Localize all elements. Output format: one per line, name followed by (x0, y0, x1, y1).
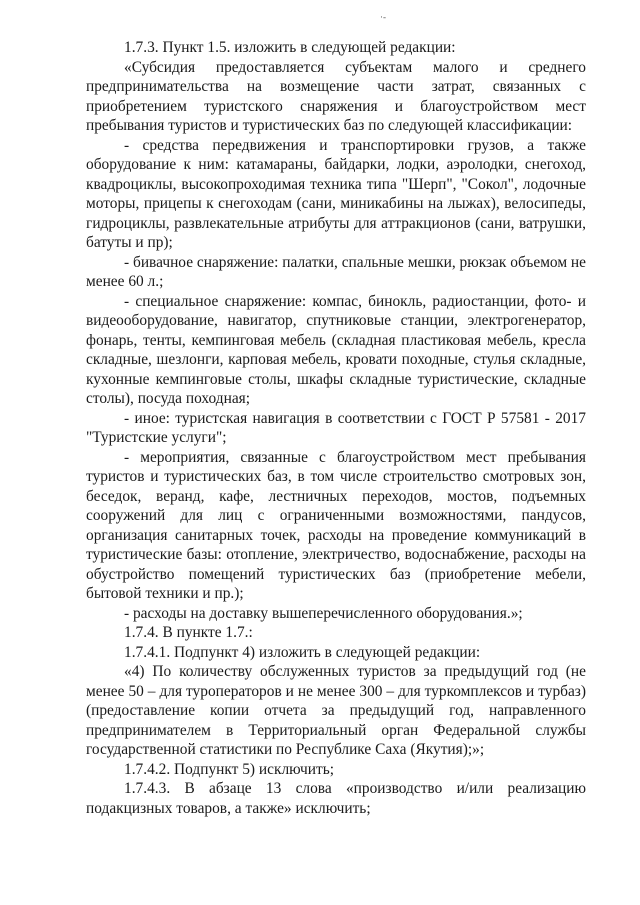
paragraph-1-7-4: 1.7.4. В пункте 1.7.: (124, 624, 253, 641)
paragraph-other: - иное: туристская навигация в соответствии с ГОСТ Р 57581 - 2017 "Туристские услуги"; (86, 409, 586, 446)
paragraph-subpoint-4: «4) По количеству обслуженных туристов за предыдущий год (не менее 50 – для туроператоров и не менее 300 – для туркомплексов и турбаз) (предоставление копии отчета за предыдущий год, направленного предпринимателем в Территориальный орган Федеральной службы государственной статистики по Республике Саха (Якутия);»; (86, 663, 586, 758)
paragraph-1-7-3: 1.7.3. Пункт 1.5. изложить в следующей редакции: (124, 39, 456, 56)
scan-mark: ·- (380, 12, 386, 22)
paragraph-transport: - средства передвижения и транспортировки грузов, а также оборудование к ним: катамараны, байдарки, лодки, аэролодки, снегоход, квадроциклы, высокопроходимая техника типа "Шерп", "Сокол", лодочные моторы, прицепы к снегоходам (сани, миникабины на лыжах), велосипеды, гидроциклы, развлекательные атрибуты для аттракционов (сани, ватрушки, батуты и пр); (86, 136, 586, 251)
paragraph-delivery: - расходы на доставку вышеперечисленного оборудования.»; (124, 604, 523, 622)
paragraph-1-7-4-2: 1.7.4.2. Подпункт 5) исключить; (124, 760, 335, 778)
paragraph-special-equipment: - специальное снаряжение: компас, бинокль, радиостанции, фото- и видеооборудование, навигатор, спутниковые станции, электрогенератор, фонарь, тенты, кемпинговая мебель (складная пластиковая мебель, кресла складные, шезлонги, карповая мебель, кровати походные, стулья складные, кухонные кемпинговые столы, шкафы складные туристические, складные столы), посуда походная; (86, 292, 586, 407)
document-body (86, 38, 586, 818)
paragraph-bivouac: - бивачное снаряжение: палатки, спальные мешки, рюкзак объемом не менее 60 л.; (86, 253, 586, 290)
paragraph-improvement: - мероприятия, связанные с благоустройством мест пребывания туристов и туристических баз, в том числе строительство смотровых зон, беседок, веранд, кафе, лестничных переходов, мостов, подъемных сооружений для лиц с ограниченными возможностями, пандусов, организация санитарных точек, расходы на проведение коммуникаций в туристические базы: отопление, электричество, водоснабжение, расходы на обустройство помещений туристических баз (приобретение мебели, бытовой техники и пр.); (86, 448, 586, 602)
paragraph-1-7-4-1: 1.7.4.1. Подпункт 4) изложить в следующей редакции: (124, 643, 481, 661)
paragraph-subsidy-intro: «Субсидия предоставляется субъектам малого и среднего предпринимательства на возмещение части затрат, связанных с приобретением туристского снаряжения и благоустройством мест пребывания туристов и туристических баз по следующей классификации: (86, 58, 586, 134)
paragraph-1-7-4-3: 1.7.4.3. В абзаце 13 слова «производство и/или реализацию подакцизных товаров, а также» исключить; (86, 780, 586, 817)
